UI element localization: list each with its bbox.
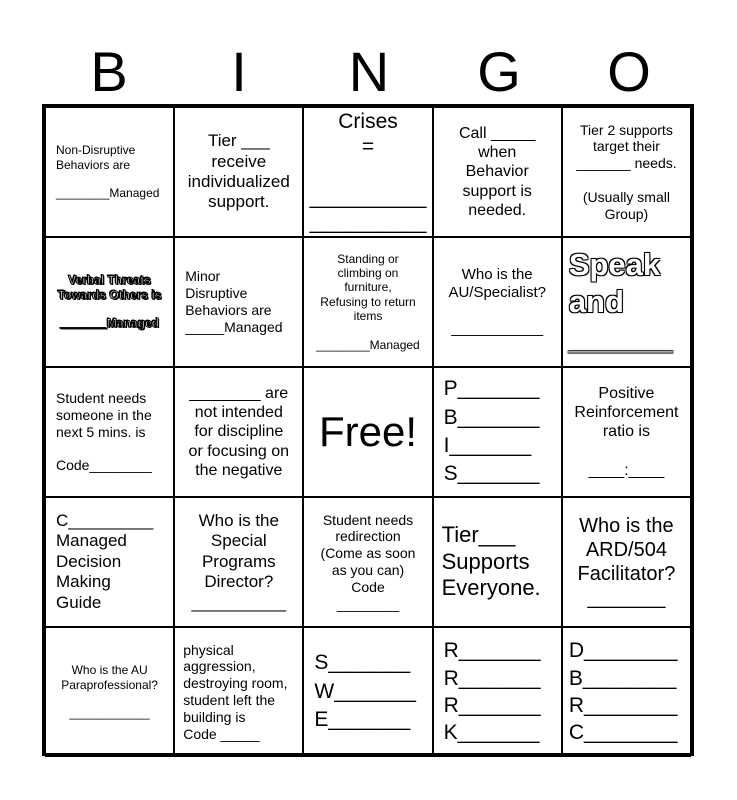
cell-text: R_______ R_______ R_______ K_______: [443, 639, 541, 745]
bingo-cell-r1c3[interactable]: [303, 107, 432, 237]
cell-text: ________ are not intended for discipline or focusing on the negative: [188, 385, 290, 479]
bingo-cell-r4c2[interactable]: [174, 497, 303, 627]
bingo-cell-r4c3[interactable]: [303, 497, 432, 627]
bingo-row-2: [45, 237, 691, 367]
cell-text: Tier ___ receive individualized support.: [187, 131, 290, 212]
bingo-cell-r5c5[interactable]: [562, 627, 691, 757]
cell-text: physical aggression, destroying room, student left the building is Code _____: [183, 641, 288, 742]
cell-text: S_______ W_______ E_______: [314, 651, 416, 732]
header-letter-b: B: [90, 40, 128, 103]
bingo-cell-r5c2[interactable]: [174, 627, 303, 757]
cell-text: Minor Disruptive Behaviors are _____Managed: [185, 268, 283, 335]
free-space: Free!: [318, 407, 418, 455]
bingo-cell-r1c4[interactable]: [433, 107, 562, 237]
cell-text: Positive Reinforcement ratio is ____:____: [574, 385, 679, 479]
bingo-cell-r5c1[interactable]: [45, 627, 174, 757]
header-letter-n: N: [348, 40, 390, 103]
cell-text: Non-Disruptive Behaviors are ________Managed: [56, 143, 160, 201]
bingo-cell-r3c4[interactable]: [433, 367, 562, 497]
bingo-cell-r3c2[interactable]: [174, 367, 303, 497]
bingo-cell-r5c4[interactable]: [433, 627, 562, 757]
cell-text: Student needs redirection (Come as soon as you can) Code ________: [320, 511, 416, 612]
cell-text: P_______ B_______ I_______ S_______: [443, 377, 540, 486]
bingo-cell-r2c2[interactable]: [174, 237, 303, 367]
bingo-board: [42, 104, 694, 756]
cell-text: Who is the Special Programs Director? __________: [191, 511, 287, 612]
bingo-row-1: [45, 107, 691, 237]
cell-text: Speak and ______: [568, 247, 673, 357]
bingo-cell-r3c1[interactable]: [45, 367, 174, 497]
bingo-cell-r2c1[interactable]: [45, 237, 174, 367]
cell-text: D________ B________ R________ C________: [568, 639, 678, 745]
cell-text: Who is the ARD/504 Facilitator? _______: [577, 515, 676, 609]
bingo-header: [44, 40, 694, 104]
bingo-cell-r1c2[interactable]: [174, 107, 303, 237]
bingo-cell-r2c4[interactable]: [433, 237, 562, 367]
bingo-cell-r5c3[interactable]: [303, 627, 432, 757]
cell-text: Student needs someone in the next 5 mins. is Code________: [56, 390, 152, 474]
cell-text: Tier___ Supports Everyone.: [441, 522, 541, 601]
cell-text: Call _____ when Behavior support is needed.: [458, 125, 536, 219]
cell-text: Verbal Threats Towards Others is _______Managed: [57, 273, 162, 331]
cell-text: Crises = __________ __________: [309, 110, 427, 234]
cell-text: C_________ Managed Decision Making Guide: [56, 511, 154, 612]
cell-text: Standing or climbing on furniture, Refusing to return items ________Managed: [316, 251, 420, 352]
header-letter-i: I: [231, 40, 247, 103]
cell-text: Who is the AU Paraprofessional? ____________: [61, 663, 158, 721]
header-letter-g: G: [477, 40, 521, 103]
bingo-cell-r2c5[interactable]: [562, 237, 691, 367]
header-letter-o: O: [607, 40, 651, 103]
bingo-cell-r2c3[interactable]: [303, 237, 432, 367]
bingo-cell-r1c5[interactable]: [562, 107, 691, 237]
bingo-cell-r1c1[interactable]: [45, 107, 174, 237]
bingo-cell-r4c4[interactable]: [433, 497, 562, 627]
bingo-cell-r3c5[interactable]: [562, 367, 691, 497]
cell-text: Who is the AU/Specialist? ___________: [448, 266, 546, 337]
bingo-cell-r3c3[interactable]: [303, 367, 432, 497]
bingo-cell-r4c1[interactable]: [45, 497, 174, 627]
bingo-cell-r4c5[interactable]: [562, 497, 691, 627]
bingo-row-3: [45, 367, 691, 497]
bingo-row-5: [45, 627, 691, 757]
cell-text: Tier 2 supports target their _______ needs. (Usually small Group): [576, 121, 677, 222]
bingo-row-4: [45, 497, 691, 627]
